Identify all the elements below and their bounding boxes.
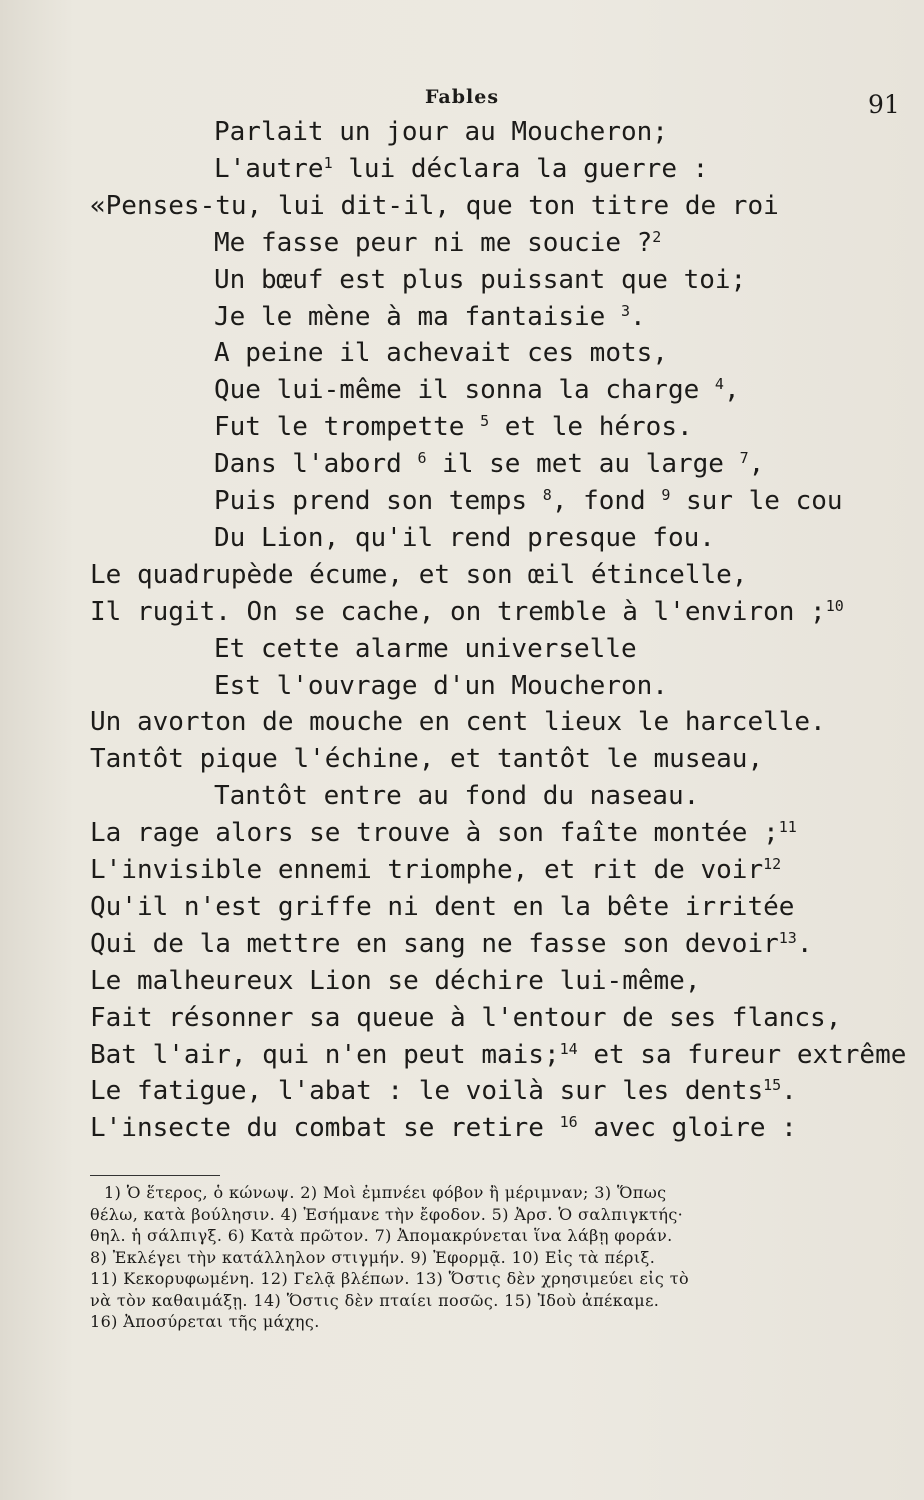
verse-text: La rage alors se trouve à son faîte montée ; bbox=[90, 818, 779, 849]
footnote-marker: 5 bbox=[480, 412, 490, 431]
footnote-line: 16) Ἀποσύρεται τῆς μάχης. bbox=[90, 1312, 320, 1331]
verse-text: Il rugit. On se cache, on tremble à l'environ ; bbox=[90, 596, 826, 627]
page-number: 91 bbox=[868, 90, 900, 119]
verse-text: «Penses-tu, lui dit-il, que ton titre de roi bbox=[90, 190, 779, 221]
verse-line bbox=[90, 188, 779, 225]
verse-line bbox=[90, 1073, 797, 1110]
verse-text: Est l'ouvrage d'un Moucheron. bbox=[214, 670, 668, 701]
verse-line bbox=[214, 446, 764, 483]
footnote-line: νὰ τὸν καθαιμάξῃ. 14) Ὅστις δὲν πταίει ποσῶς. 15) Ἰδοὺ ἀπέκαμε. bbox=[90, 1290, 660, 1310]
footnote-marker: 11 bbox=[778, 818, 797, 837]
verse-text: Je le mène à ma fantaisie bbox=[214, 301, 621, 332]
verse-text: Le malheureux Lion se déchire lui-même, bbox=[90, 965, 701, 996]
verse-line bbox=[90, 1037, 906, 1074]
verse-text: A peine il achevait ces mots, bbox=[214, 338, 668, 369]
verse-text: Qu'il n'est griffe ni dent en la bête irritée bbox=[90, 891, 795, 922]
footnote-marker: 1 bbox=[323, 153, 333, 172]
verse-line bbox=[90, 594, 844, 631]
footnote-line: θηλ. ἡ σάλπιγξ. 6) Κατὰ πρῶτον. 7) Ἀπομακρύνεται ἵνα λάβῃ φοράν. bbox=[90, 1226, 673, 1245]
verse-line bbox=[90, 704, 826, 741]
verse-text: Un avorton de mouche en cent lieux le harcelle. bbox=[90, 707, 826, 738]
verse-text: Parlait un jour au Moucheron; bbox=[214, 117, 668, 147]
footnote-line: 8) Ἐκλέγει τὴν κατάλληλον στιγμήν. 9) Ἐφορμᾷ. 10) Εἰς τὰ πέριξ. bbox=[90, 1247, 656, 1267]
footnote-marker: 6 bbox=[417, 449, 427, 468]
verse-line bbox=[214, 631, 637, 668]
footnote-marker: 12 bbox=[763, 855, 782, 873]
verse-line bbox=[90, 1000, 841, 1037]
verse-text: Du Lion, qu'il rend presque fou. bbox=[214, 522, 715, 553]
verse-line bbox=[90, 963, 700, 1000]
verse-text: Bat l'air, qui n'en peut mais; bbox=[90, 1039, 560, 1070]
verse-text: avec gloire : bbox=[577, 1113, 797, 1144]
verse-line bbox=[90, 557, 747, 594]
footnote-marker: 9 bbox=[661, 486, 671, 504]
footnote-marker: 2 bbox=[652, 227, 662, 246]
verse-text: Fut le trompette bbox=[214, 412, 481, 443]
verse-line bbox=[214, 372, 740, 409]
verse-text: Qui de la mettre en sang ne fasse son devoir bbox=[90, 928, 779, 959]
verse-text: Le fatigue, l'abat : le voilà sur les dents bbox=[90, 1076, 764, 1107]
footnote-marker: 8 bbox=[542, 486, 552, 504]
verse-text: Tantôt entre au fond du naseau. bbox=[214, 781, 700, 812]
verse-text: , fond bbox=[551, 486, 662, 516]
verse-line bbox=[214, 225, 661, 262]
verse-line bbox=[90, 889, 794, 926]
verse-text: , bbox=[723, 375, 740, 406]
verse-line bbox=[214, 778, 699, 815]
verse-line bbox=[90, 852, 781, 889]
footnote-marker: 7 bbox=[739, 449, 749, 468]
verse-text: Le quadrupède écume, et son œil étincelle, bbox=[90, 559, 748, 590]
verse-text: L'autre bbox=[214, 153, 324, 184]
verse-text: Tantôt pique l'échine, et tantôt le museau, bbox=[90, 744, 764, 775]
verse-line bbox=[214, 668, 668, 705]
running-title: Fables bbox=[424, 86, 500, 108]
verse-text: L'insecte du combat se retire bbox=[90, 1113, 560, 1144]
verse-line bbox=[214, 262, 746, 299]
verse-line bbox=[90, 1110, 797, 1147]
footnote-marker: 10 bbox=[825, 596, 844, 615]
verse-text: , bbox=[748, 449, 765, 480]
verse-text: il se met au large bbox=[426, 449, 740, 480]
verse-text: Et cette alarme universelle bbox=[214, 633, 637, 664]
footnote-marker: 16 bbox=[559, 1113, 578, 1132]
footnote-line: 1) Ὁ ἕτερος, ὁ κώνωψ. 2) Μοὶ ἐμπνέει φόβον ἢ μέριμναν; 3) Ὅπως bbox=[104, 1183, 667, 1202]
verse-text: lui déclara la guerre : bbox=[332, 153, 709, 184]
footnote-line: 11) Κεκορυφωμένη. 12) Γελᾷ βλέπων. 13) Ὅστις δὲν χρησιμεύει εἰς τὸ bbox=[90, 1269, 690, 1288]
verse-line bbox=[214, 114, 668, 151]
verse-text: L'invisible ennemi triomphe, et rit de voir bbox=[90, 855, 764, 885]
verse-text: Fait résonner sa queue à l'entour de ses flancs, bbox=[90, 1002, 842, 1033]
verse-line bbox=[90, 741, 763, 778]
verse-text: et le héros. bbox=[489, 412, 693, 443]
verse-text: Dans l'abord bbox=[214, 449, 418, 480]
footnote-marker: 3 bbox=[621, 301, 631, 320]
verse-text: Que lui-même il sonna la charge bbox=[214, 375, 715, 406]
verse-text: et sa fureur extrême bbox=[577, 1039, 907, 1070]
verse-line bbox=[214, 483, 843, 520]
footnote-separator bbox=[90, 1175, 220, 1176]
verse-line bbox=[214, 151, 708, 188]
verse-line bbox=[214, 409, 693, 446]
footnote-marker: 4 bbox=[714, 375, 724, 394]
verse-line bbox=[90, 815, 797, 852]
verse-line bbox=[214, 520, 715, 557]
verse-text: . bbox=[796, 928, 813, 959]
verse-text: sur le cou bbox=[670, 486, 843, 516]
footnote-marker: 15 bbox=[763, 1076, 782, 1095]
footnote-marker: 14 bbox=[559, 1039, 578, 1058]
verse-text: Un bœuf est plus puissant que toi; bbox=[214, 264, 747, 295]
verse-line bbox=[90, 926, 812, 963]
verse-text: Puis prend son temps bbox=[214, 486, 543, 516]
verse-text: . bbox=[781, 1076, 797, 1107]
footnote-marker: 13 bbox=[778, 928, 797, 947]
footnote-line: θέλω, κατὰ βούλησιν. 4) Ἐσήμανε τὴν ἔφοδον. 5) Ἀρσ. Ὁ σαλπιγκτής· bbox=[90, 1204, 684, 1224]
verse-line bbox=[214, 335, 668, 372]
verse-line bbox=[214, 299, 646, 336]
verse-text: Me fasse peur ni me soucie ? bbox=[214, 227, 653, 258]
verse-text: . bbox=[630, 301, 646, 332]
